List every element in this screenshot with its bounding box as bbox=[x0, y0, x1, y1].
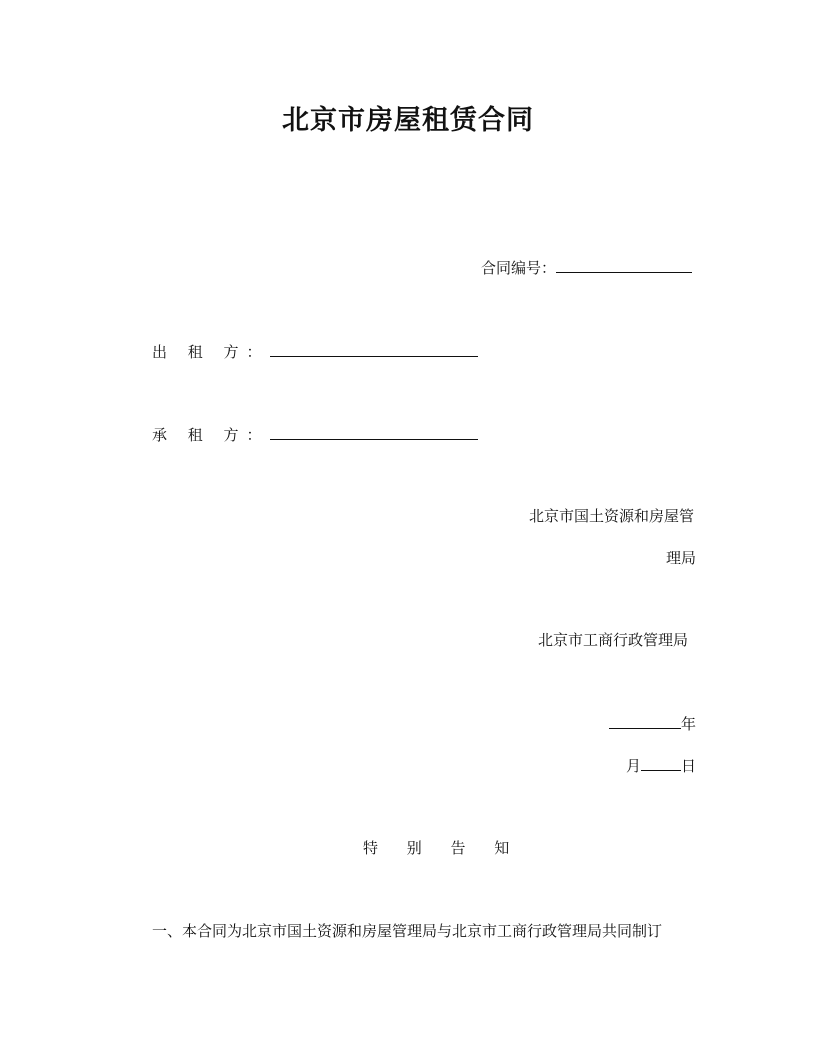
lessor-row bbox=[152, 341, 478, 362]
contract-number-label: 合同编号： bbox=[481, 259, 557, 277]
year-suffix: 年 bbox=[681, 715, 697, 733]
issuer-1-line2: 理局 bbox=[666, 549, 697, 567]
contract-number-row bbox=[481, 257, 692, 278]
document-title: 北京市房屋租赁合同 bbox=[282, 105, 534, 136]
lessor-label: 出 租 方： bbox=[152, 343, 270, 361]
special-notice-heading: 特 别 告 知 bbox=[363, 839, 522, 857]
issuer-2: 北京市工商行政管理局 bbox=[538, 631, 689, 649]
lessor-field[interactable] bbox=[270, 341, 478, 357]
day-suffix: 日 bbox=[681, 757, 697, 775]
lessee-row bbox=[152, 424, 478, 445]
clause-1: 一、本合同为北京市国土资源和房屋管理局与北京市工商行政管理局共同制订 bbox=[152, 922, 663, 940]
day-field[interactable] bbox=[641, 755, 681, 771]
year-field[interactable] bbox=[609, 713, 681, 729]
issuer-1-line1: 北京市国土资源和房屋管 bbox=[529, 507, 695, 525]
date-month-day-row bbox=[626, 755, 696, 776]
lessee-field[interactable] bbox=[270, 424, 478, 440]
contract-number-field[interactable] bbox=[556, 257, 692, 273]
date-year-row bbox=[609, 713, 696, 734]
lessee-label: 承 租 方： bbox=[152, 426, 270, 444]
month-label: 月 bbox=[626, 757, 642, 775]
